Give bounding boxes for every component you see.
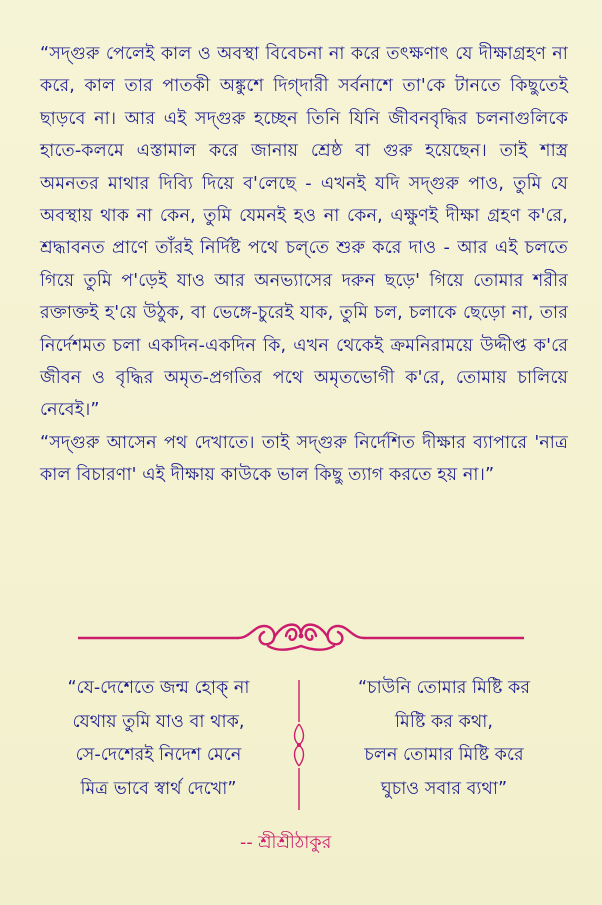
poem-left	[36, 672, 281, 806]
poem-left-line: “যে-দেশেতে জন্ম হোক্ না	[67, 678, 250, 698]
poem-right-line: চলন তোমার মিষ্টি করে	[364, 745, 524, 765]
poem-right-line: মিষ্টি কর কথা,	[395, 711, 493, 732]
poem-left-line: যেথায় তুমি যাও বা থাক,	[72, 711, 245, 732]
poem-right	[318, 672, 570, 806]
poem-left-line: সে-দেশেরই নিদেশ মেনে	[75, 745, 242, 765]
attribution: -- শ্রীশ্রীঠাকুর	[240, 833, 332, 853]
poem-left-line: মিত্র ভাবে স্বার্থ দেখো”	[80, 778, 237, 799]
vertical-flourish-divider-icon	[291, 680, 307, 810]
swirl-divider-ornament-icon	[78, 612, 524, 660]
poem-right-line: “চাউনি তোমার মিষ্টি কর	[357, 678, 531, 698]
main-text-block	[40, 38, 568, 492]
body-paragraph-1: “সদ্গুরু পেলেই কাল ও অবস্থা বিবেচনা না করে তৎক্ষণাৎ যে দীক্ষাগ্রহণ না করে, কাল তার পাতকী অঙ্কুশে দিগ্‌দারী সর্বনাশে তা'কে টানতে কিছুতেই ছাড়বে না। আর এই সদ্গুরু হচ্ছেন তিনি যিনি জীবনবৃদ্ধির চলনাগুলিকে হাতে-কলমে এস্তামাল করে জানায় শ্রেষ্ঠ বা গুরু হয়েছেন। তাই শাস্ত্র অমনতর মাথার দিব্যি দিয়ে ব'লেছে - এখনই যদি সদ্গুরু পাও, তুমি যে অবস্থায় থাক না কেন, তুমি যেমনই হও না কেন, এক্ষুণই দীক্ষা গ্রহণ ক'রে, শ্রদ্ধাবনত প্রাণে তাঁরই নির্দিষ্ট পথে চল্‌তে শুরু করে দাও - আর এই চলতে গিয়ে তুমি প'ড়েই যাও আর অনভ্যাসের দরুন ছড়ে' গিয়ে তোমার শরীর রক্তাক্তই হ'য়ে উঠুক, বা ভেঙ্গে-চুরেই যাক, তুমি চল, চলাকে ছেড়ো না, তার নির্দেশমত চলা একদিন-একদিন কি, এখন থেকেই ক্রমনিরাময়ে উদ্দীপ্ত ক'রে জীবন ও বৃদ্ধির অমৃত-প্রগতির পথে অমৃতভোগী ক'রে, তোমায় চালিয়ে নেবেই।”	[40, 44, 568, 421]
body-paragraph-2: “সদ্গুরু আসেন পথ দেখাতে। তাই সদ্গুরু নির্দেশিত দীক্ষার ব্যাপারে 'নাত্র কাল বিচারণা' এই দীক্ষায় কাউকে ভাল কিছু ত্যাগ করতে হয় না।”	[40, 432, 568, 486]
poem-right-line: ঘুচাও সবার ব্যথা”	[380, 778, 508, 799]
